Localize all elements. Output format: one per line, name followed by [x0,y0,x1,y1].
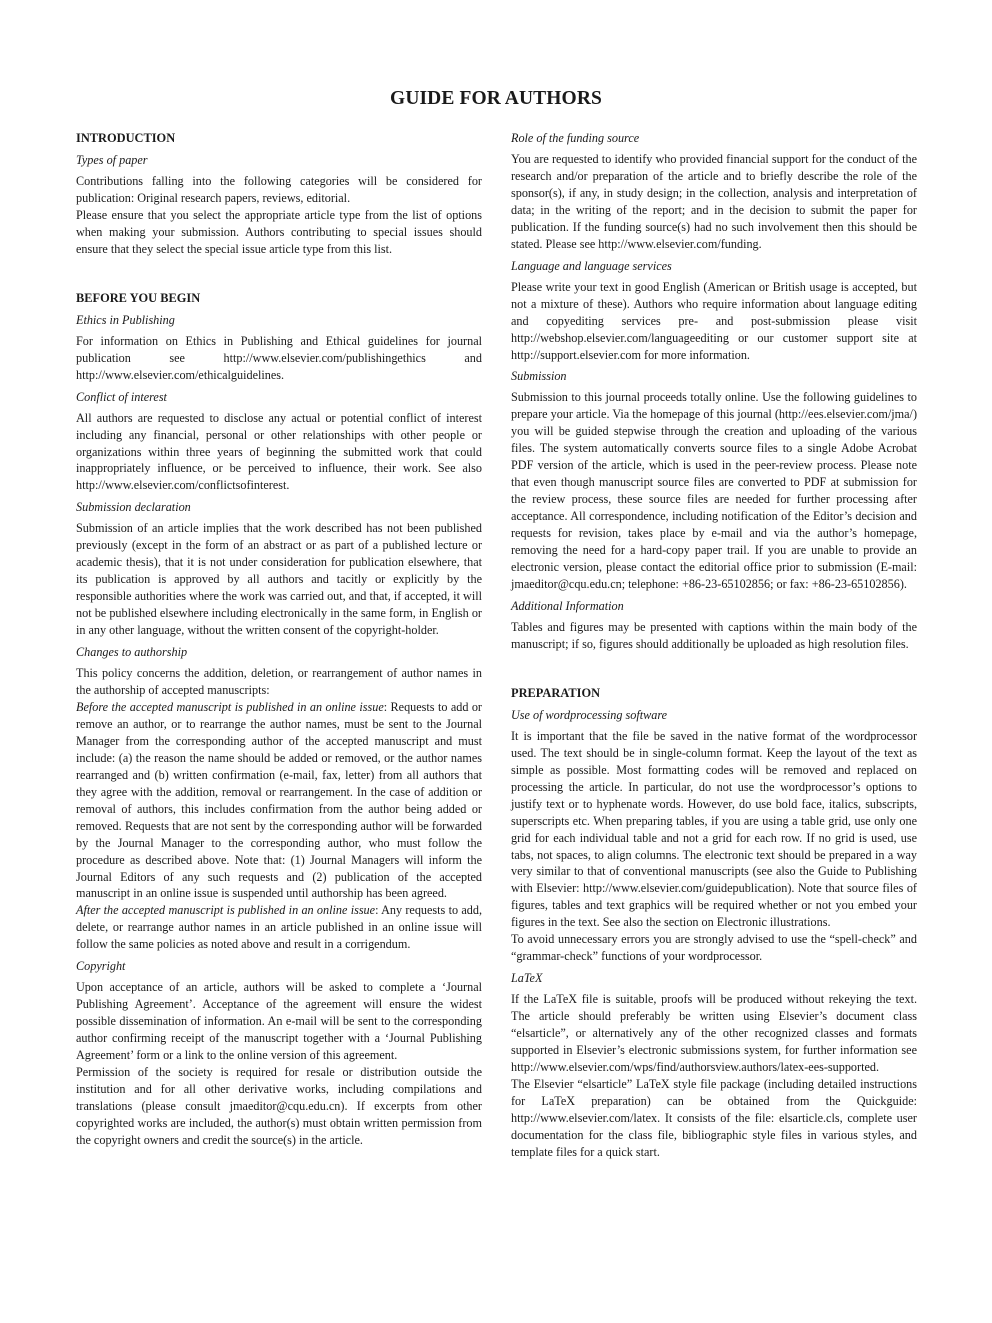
right-column [511,130,917,1161]
subheading-submission-declaration: Submission declaration [76,500,191,515]
subheading-submission: Submission [511,369,567,384]
section-heading-before-you-begin: BEFORE YOU BEGIN [76,290,201,305]
changes-3-body: : Any requests to add, delete, or rearrange author names in an article published in an online issue will follow the same policies as noted above and result in a corrigendum. [76,903,483,952]
subheading-latex: LaTeX [511,971,543,986]
changes-3-lead: After the accepted manuscript is published in an online issue [76,903,376,918]
paragraph-submission-declaration: Submission of an article implies that the work described has not been published previously (except in the form of an abstract or as part of a published lecture or academic thesis), that it is not under consideration for publication elsewhere, that its publication is approved by all authors and tacitly or explicitly by the responsible authorities where the work was carried out, and that, if accepted, it will not be published elsewhere including electronically in the same form, in English or in any other language, without the written consent of the copyright-holder. [76,521,482,638]
paragraph-changes-2 [76,699,482,902]
paragraph-language: Please write your text in good English (American or British usage is accepted, but not a mixture of these). Authors who require information about language editing and copyediting services pre- and post-submission please visit http://webshop.elsevier.com/languageediting or our customer support site at http://support.elsevier.com for more information. [511,279,917,362]
subheading-additional-information: Additional Information [511,598,624,613]
subheading-copyright: Copyright [76,959,126,974]
paragraph-latex-2: The Elsevier “elsarticle” LaTeX style file package (including detailed instructions for LaTeX preparation) can be obtained from the Quickguide: http://www.elsevier.com/latex. It consists of the file: elsarticle.cls, complete user documentation for the class file, bibliographic style files in various styles, and template files for a quick start. [511,1076,917,1159]
left-column [76,130,482,1149]
paragraph-types-2: Please ensure that you select the appropriate article type from the list of options when making your submission. Authors contributing to special issues should ensure that they select the special issue article type from this list. [76,207,482,256]
paragraph-additional-information: Tables and figures may be presented with captions within the main body of the manuscript; if so, figures should additionally be uploaded as high resolution files. [511,619,917,651]
paragraph-types-1: Contributions falling into the following categories will be considered for publication: Original research papers, reviews, editorial. [76,174,482,205]
subheading-changes-authorship: Changes to authorship [76,645,188,660]
paragraph-changes-1: This policy concerns the addition, deletion, or rearrangement of author names in the authorship of accepted manuscripts: [76,666,482,698]
paragraph-wordprocessing-2: To avoid unnecessary errors you are strongly advised to use the “spell-check” and “grammar-check” functions of your wordprocessor. [511,932,917,964]
subheading-conflict: Conflict of interest [76,389,167,404]
section-heading-introduction: INTRODUCTION [76,131,176,145]
paragraph-latex-1: If the LaTeX file is suitable, proofs will be produced without rekeying the text. The article should preferably be written using Elsevier’s document class “elsarticle”, or alternatively any of the other recognized classes and formats supported in Elsevier’s electronic submissions system, for further information see http://www.elsevier.com/wps/find/authorsview.authors/latex-ees-supported. [511,992,917,1074]
paragraph-funding: You are requested to identify who provided financial support for the conduct of the research and/or preparation of the article and to briefly describe the role of the sponsor(s), if any, in study design; in the collection, analysis and interpretation of data; in the writing of the report; and in the decision to submit the paper for publication. If the funding source(s) had no such involvement then this should be stated. Please see http://www.elsevier.com/funding. [511,152,917,251]
subheading-funding: Role of the funding source [511,131,640,145]
paragraph-wordprocessing-1: It is important that the file be saved in the native format of the wordprocessor used. The text should be in single-column format. Keep the layout of the text as simple as possible. Most formatting codes will be removed and replaced on processing the article. In particular, do not use the wordprocessor’s options to justify text or to hyphenate words. However, do use bold face, italics, subscripts, superscripts etc. When preparing tables, if you are using a table grid, use only one grid for each individual table and not a grid for each row. If no grid is used, use tabs, not spaces, to align columns. The electronic text should be prepared in a way very similar to that of conventional manuscripts (see also the Guide to Publishing with Elsevier: http://www.elsevier.com/guidepublication). Note that source files of figures, tables and text graphics will be required whether or not you embed your figures in the text. See also the section on Electronic illustrations. [511,728,917,930]
subheading-ethics: Ethics in Publishing [76,312,175,327]
paragraph-changes-3 [76,902,482,953]
changes-2-body: : Requests to add or remove an author, or to rearrange the author names, must be sent to the Journal Manager from the corresponding author of the accepted manuscript and must include: (a) the reason the name should be added or removed, or the author names rearranged and (b) written confirmation (e-mail, fax, letter) from all authors that they agree with the addition, removal or rearrangement. In the case of addition or removal of authors, this includes confirmation from the author being added or removed. Requests that are not sent by the corresponding author will be forwarded by the Journal Manager to the corresponding author, who must follow the procedure as described above. Note that: (1) Journal Managers will inform the Journal Editors of any such requests and (2) publication of the accepted manuscript in an online issue is suspended until authorship has been agreed. [76,699,482,901]
paragraph-copyright-1: Upon acceptance of an article, authors will be asked to complete a ‘Journal Publishing Agreement’. Acceptance of the agreement will ensure the widest possible dissemination of information. An e-mail will be sent to the corresponding author confirming receipt of the manuscript together with a ‘Journal Publishing Agreement’ form or a link to the online version of this agreement. [76,980,482,1063]
subheading-language: Language and language services [511,258,672,273]
subheading-types-of-paper: Types of paper [76,153,148,167]
section-heading-preparation: PREPARATION [511,685,601,700]
paragraph-ethics: For information on Ethics in Publishing and Ethical guidelines for journal publication see http://www.elsevier.com/publishingethics and http://www.elsevier.com/ethicalguidelines. [76,333,482,382]
paragraph-copyright-2: Permission of the society is required for resale or distribution outside the institution and for all other derivative works, including compilations and translations (please consult jmaeditor@cqu.edu.cn). If excerpts from other copyrighted works are included, the author(s) must obtain written permission from the copyright owners and credit the source(s) in the article. [76,1065,482,1147]
paragraph-conflict: All authors are requested to disclose any actual or potential conflict of interest including any financial, personal or other relationships with other people or organizations within three years of beginning the submitted work that could inappropriately influence, or be perceived to influence, their work. See also http://www.elsevier.com/conflictsofinterest. [76,410,482,493]
paragraph-submission: Submission to this journal proceeds totally online. Use the following guidelines to prepare your article. Via the homepage of this journal (http://ees.elsevier.com/jma/) you will be guided stepwise through the creation and uploading of the various files. The system automatically converts source files to a single Adobe Acrobat PDF version of the article, which is used in the peer-review process. Please note that even though manuscript source files are converted to PDF at submission for the review process, these source files are needed for further processing after acceptance. All correspondence, including notification of the Editor’s decision and requests for revision, takes place by e-mail and via the author’s homepage, removing the need for a hard-copy paper trail. If you are unable to provide an electronic version, please contact the editorial office prior to submission (E-mail: jmaeditor@cqu.edu.cn; telephone: +86-23-65102856; or fax: +86-23-65102856). [511,390,917,591]
changes-2-lead: Before the accepted manuscript is published in an online issue [76,699,384,714]
subheading-wordprocessing: Use of wordprocessing software [511,707,668,722]
page-title: GUIDE FOR AUTHORS [390,88,602,109]
